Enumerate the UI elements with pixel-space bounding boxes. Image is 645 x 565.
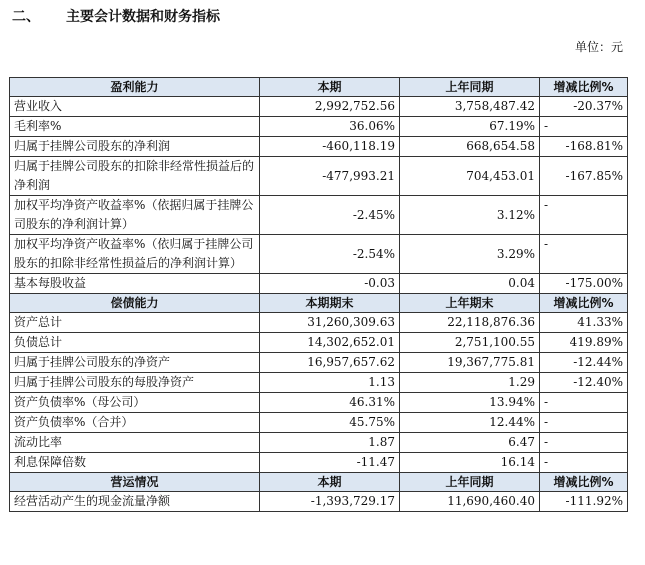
- column-header: 增减比例%: [540, 473, 628, 492]
- previous-value: 3.12%: [400, 196, 540, 235]
- column-header: 本期期末: [260, 294, 400, 313]
- current-value: 1.87: [260, 433, 400, 453]
- column-header: 本期: [260, 473, 400, 492]
- current-value: -460,118.19: [260, 137, 400, 157]
- column-header: 本期: [260, 78, 400, 97]
- table-row: [10, 274, 628, 294]
- table-row: [10, 333, 628, 353]
- row-label: 归属于挂牌公司股东的扣除非经常性损益后的净利润: [10, 157, 260, 196]
- previous-value: 13.94%: [400, 393, 540, 413]
- current-value: 46.31%: [260, 393, 400, 413]
- table-row: [10, 97, 628, 117]
- current-value: -0.03: [260, 274, 400, 294]
- previous-value: 2,751,100.55: [400, 333, 540, 353]
- row-label: 归属于挂牌公司股东的净利润: [10, 137, 260, 157]
- previous-value: 16.14: [400, 453, 540, 473]
- row-label: 归属于挂牌公司股东的每股净资产: [10, 373, 260, 393]
- column-header: 上年同期: [400, 473, 540, 492]
- row-label: 加权平均净资产收益率%（依归属于挂牌公司股东的扣除非经常性损益后的净利润计算）: [10, 235, 260, 274]
- row-label: 毛利率%: [10, 117, 260, 137]
- change-value: -20.37%: [540, 97, 628, 117]
- row-label: 加权平均净资产收益率%（依据归属于挂牌公司股东的净利润计算）: [10, 196, 260, 235]
- change-value: -175.00%: [540, 274, 628, 294]
- change-value: -: [540, 393, 628, 413]
- column-header: 营运情况: [10, 473, 260, 492]
- change-value: 419.89%: [540, 333, 628, 353]
- table-row: [10, 413, 628, 433]
- table-row: [10, 313, 628, 333]
- previous-value: 11,690,460.40: [400, 492, 540, 512]
- current-value: 2,992,752.56: [260, 97, 400, 117]
- solvency-header-row: [10, 294, 628, 313]
- column-header: 偿债能力: [10, 294, 260, 313]
- current-value: -11.47: [260, 453, 400, 473]
- previous-value: 6.47: [400, 433, 540, 453]
- profit-header-row: [10, 78, 628, 97]
- change-value: -: [540, 235, 628, 274]
- current-value: 14,302,652.01: [260, 333, 400, 353]
- row-label: 基本每股收益: [10, 274, 260, 294]
- current-value: -477,993.21: [260, 157, 400, 196]
- row-label: 负债总计: [10, 333, 260, 353]
- row-label: 归属于挂牌公司股东的净资产: [10, 353, 260, 373]
- change-value: -: [540, 413, 628, 433]
- change-value: -12.44%: [540, 353, 628, 373]
- previous-value: 67.19%: [400, 117, 540, 137]
- current-value: 45.75%: [260, 413, 400, 433]
- current-value: 1.13: [260, 373, 400, 393]
- row-label: 利息保障倍数: [10, 453, 260, 473]
- column-header: 盈利能力: [10, 78, 260, 97]
- table-row: [10, 137, 628, 157]
- current-value: -2.54%: [260, 235, 400, 274]
- row-label: 资产负债率%（合并）: [10, 413, 260, 433]
- table-row: [10, 235, 628, 274]
- financial-data-table: [9, 77, 628, 512]
- current-value: 16,957,657.62: [260, 353, 400, 373]
- current-value: 31,260,309.63: [260, 313, 400, 333]
- previous-value: 19,367,775.81: [400, 353, 540, 373]
- row-label: 资产总计: [10, 313, 260, 333]
- change-value: -: [540, 196, 628, 235]
- section-heading: [12, 6, 220, 26]
- change-value: -: [540, 453, 628, 473]
- operations-header-row: [10, 473, 628, 492]
- column-header: 上年期末: [400, 294, 540, 313]
- current-value: -2.45%: [260, 196, 400, 235]
- change-value: -12.40%: [540, 373, 628, 393]
- table-row: [10, 393, 628, 413]
- table-row: [10, 453, 628, 473]
- previous-value: 3,758,487.42: [400, 97, 540, 117]
- previous-value: 1.29: [400, 373, 540, 393]
- column-header: 增减比例%: [540, 294, 628, 313]
- row-label: 经营活动产生的现金流量净额: [10, 492, 260, 512]
- table-row: [10, 157, 628, 196]
- change-value: -: [540, 117, 628, 137]
- column-header: 增减比例%: [540, 78, 628, 97]
- table-row: [10, 196, 628, 235]
- change-value: -167.85%: [540, 157, 628, 196]
- table-row: [10, 373, 628, 393]
- previous-value: 12.44%: [400, 413, 540, 433]
- section-number: 二、: [12, 9, 40, 25]
- table-row: [10, 433, 628, 453]
- change-value: 41.33%: [540, 313, 628, 333]
- previous-value: 22,118,876.36: [400, 313, 540, 333]
- row-label: 营业收入: [10, 97, 260, 117]
- previous-value: 3.29%: [400, 235, 540, 274]
- section-title: 主要会计数据和财务指标: [66, 9, 220, 25]
- current-value: 36.06%: [260, 117, 400, 137]
- change-value: -168.81%: [540, 137, 628, 157]
- table-row: [10, 353, 628, 373]
- change-value: -111.92%: [540, 492, 628, 512]
- unit-label: 单位：元: [574, 40, 623, 54]
- column-header: 上年同期: [400, 78, 540, 97]
- table-row: [10, 492, 628, 512]
- previous-value: 704,453.01: [400, 157, 540, 196]
- row-label: 资产负债率%（母公司）: [10, 393, 260, 413]
- change-value: -: [540, 433, 628, 453]
- row-label: 流动比率: [10, 433, 260, 453]
- previous-value: 668,654.58: [400, 137, 540, 157]
- table-row: [10, 117, 628, 137]
- previous-value: 0.04: [400, 274, 540, 294]
- current-value: -1,393,729.17: [260, 492, 400, 512]
